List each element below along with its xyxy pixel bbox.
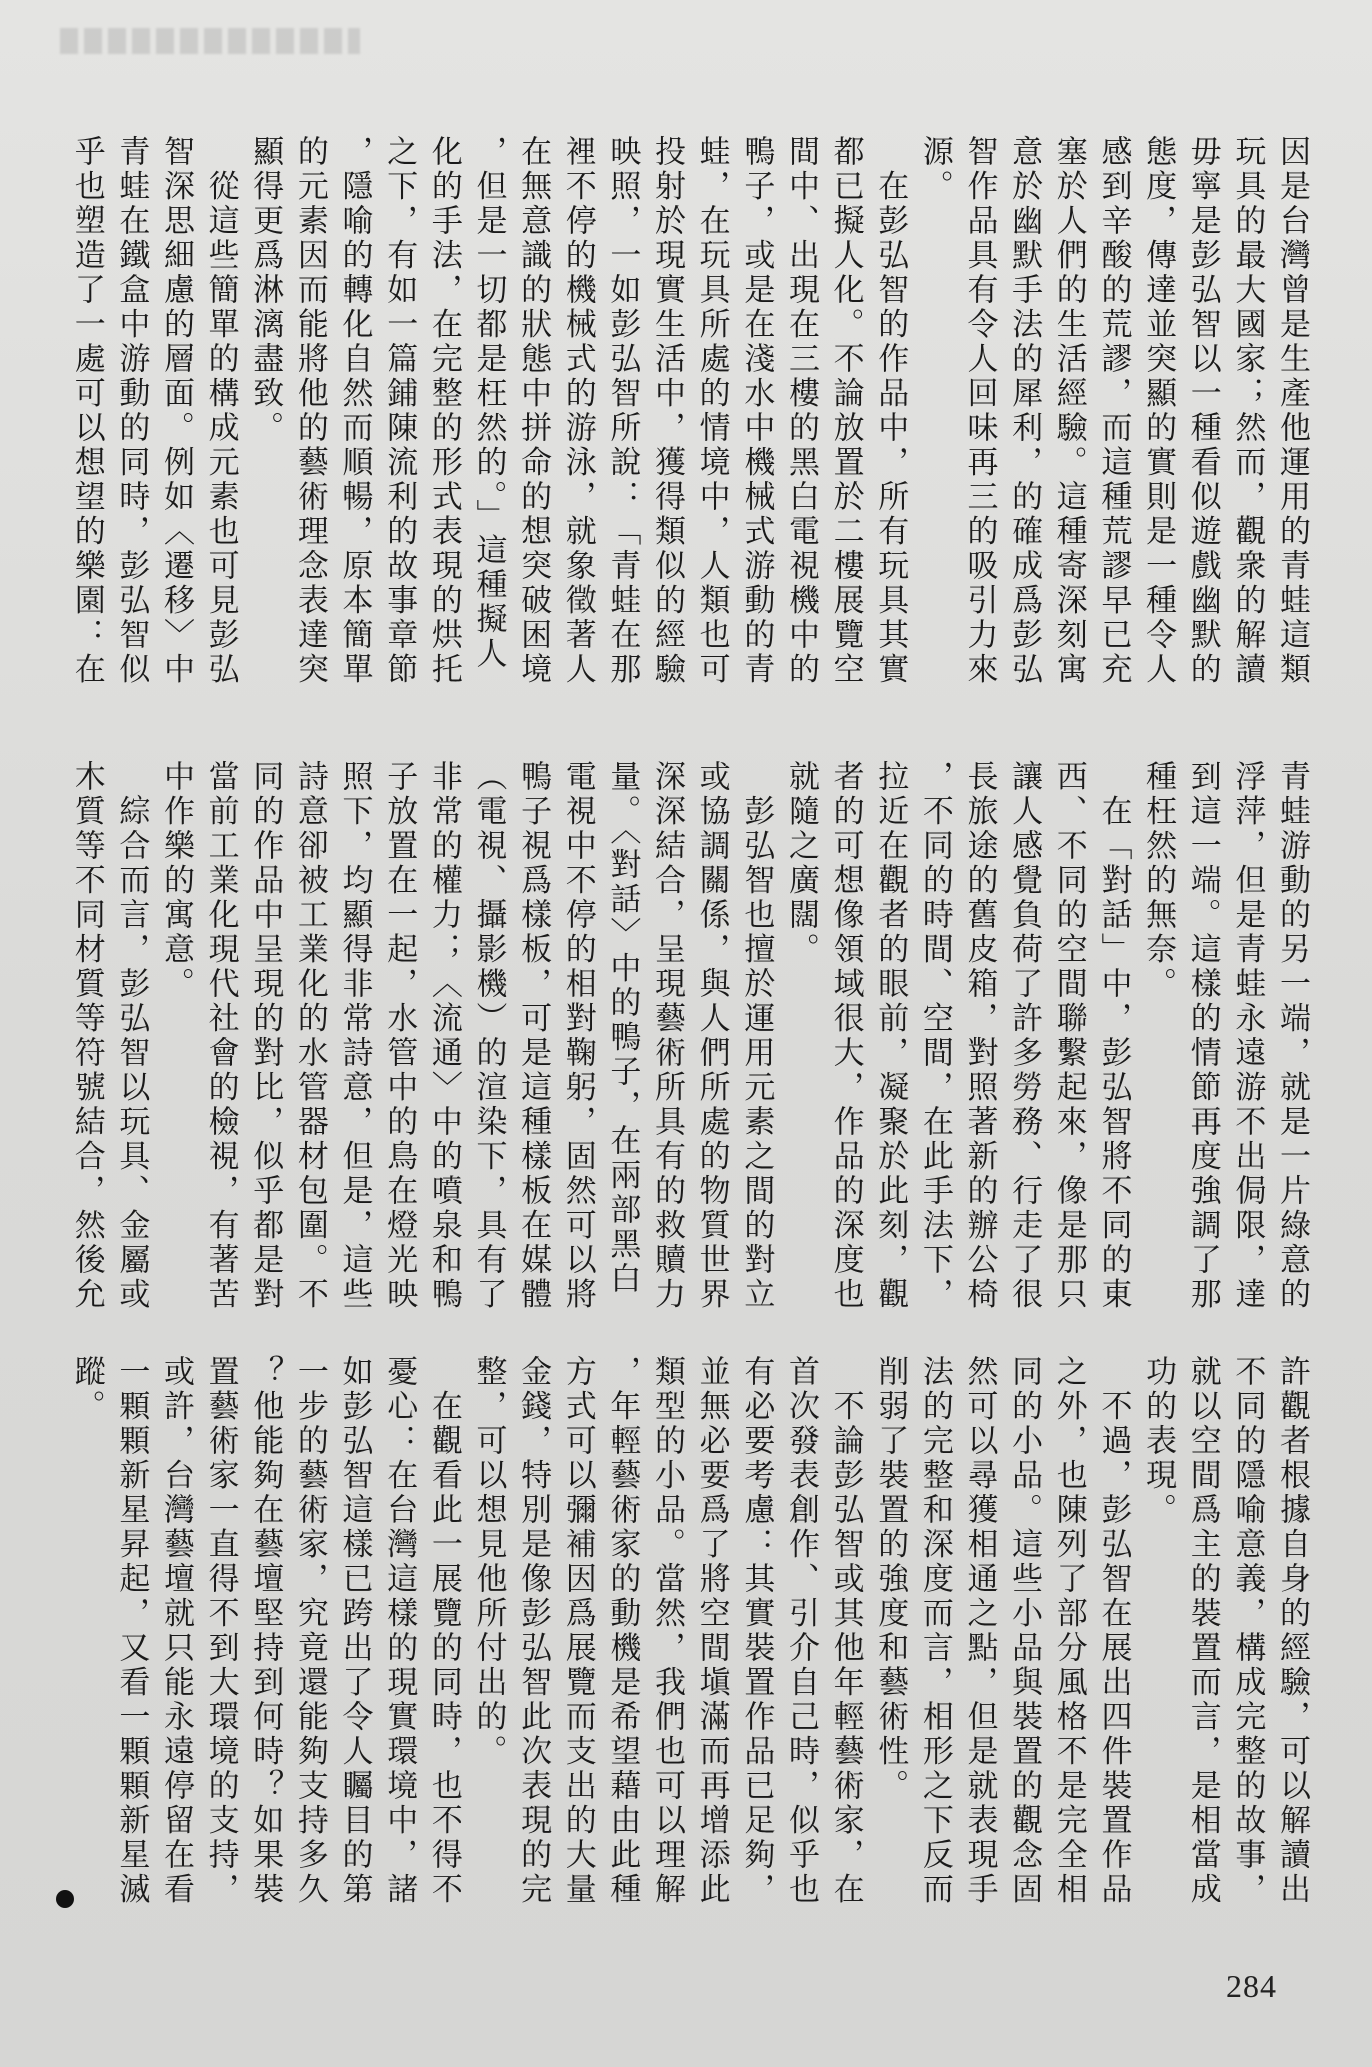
- text-column: 浮萍，但是青蛙永遠游不出侷限，達: [1229, 760, 1266, 1312]
- text-column: 非常的權力；〈流通〉中的噴泉和鴨: [425, 760, 462, 1312]
- text-column: 的元素因而能將他的藝術理念表達突: [291, 135, 328, 687]
- text-column: ，隱喻的轉化自然而順暢，原本簡單: [336, 135, 373, 687]
- text-tier-top: [62, 135, 1312, 735]
- text-column: 都已擬人化。不論放置於二樓展覽空: [827, 135, 864, 687]
- text-column: 深深結合，呈現藝術所具有的救贖力: [649, 760, 686, 1312]
- text-column: 金錢，特別是像彭弘智此次表現的完: [515, 1355, 552, 1907]
- text-column: 投射於現實生活中，獲得類似的經驗: [649, 135, 686, 687]
- faded-running-header: [60, 28, 360, 54]
- text-column: 智作品具有令人回味再三的吸引力來: [961, 135, 998, 687]
- text-column: 不論彭弘智或其他年輕藝術家，在: [827, 1355, 864, 1907]
- text-column: 塞於人們的生活經驗。這種寄深刻寓: [1050, 135, 1087, 687]
- text-column: 到這一端。這樣的情節再度強調了那: [1184, 760, 1221, 1312]
- text-column: 顯得更爲淋漓盡致。: [247, 135, 284, 446]
- text-column: 當前工業化現代社會的檢視，有著苦: [202, 760, 239, 1312]
- text-column: 種枉然的無奈。: [1140, 760, 1177, 1002]
- text-column: 感到辛酸的荒謬，而這種荒謬早已充: [1095, 135, 1132, 687]
- text-column: 如彭弘智這樣已跨出了令人矚目的第: [336, 1355, 373, 1907]
- text-column: 有必要考慮：其實裝置作品已足夠，: [738, 1355, 775, 1907]
- text-column: 西、不同的空間聯繫起來，像是那只: [1050, 760, 1087, 1312]
- text-column: 毋寧是彭弘智以一種看似遊戲幽默的: [1184, 135, 1221, 687]
- text-column: 蹤。: [68, 1355, 105, 1424]
- text-column: ？他能夠在藝壇堅持到何時？如果裝: [247, 1355, 284, 1907]
- text-column: 詩意卻被工業化的水管器材包圍。不: [291, 760, 328, 1312]
- text-column: ，但是一切都是枉然的。」這種擬人: [470, 135, 507, 672]
- text-column: 映照，一如彭弘智所說：「青蛙在那: [604, 135, 641, 687]
- text-column: 電視中不停的相對鞠躬，固然可以將: [559, 760, 596, 1312]
- text-tier-bottom: [62, 1355, 1312, 1935]
- text-column: 讓人感覺負荷了許多勞務、行走了很: [1006, 760, 1043, 1312]
- text-column: 功的表現。: [1140, 1355, 1177, 1528]
- text-column: 智深思細慮的層面。例如〈遷移〉中: [157, 135, 194, 687]
- text-column: 在無意識的狀態中拼命的想突破困境: [515, 135, 552, 687]
- text-column: 不過，彭弘智在展出四件裝置作品: [1095, 1355, 1132, 1907]
- text-column: ，年輕藝術家的動機是希望藉由此種: [604, 1355, 641, 1907]
- text-column: 鴨子，或是在淺水中機械式游動的青: [738, 135, 775, 687]
- text-column: 不同的隱喻意義，構成完整的故事，: [1229, 1355, 1266, 1907]
- text-column: 玩具的最大國家；然而，觀衆的解讀: [1229, 135, 1266, 687]
- text-column: 整，可以想見他所付出的。: [470, 1355, 507, 1769]
- text-column: 在彭弘智的作品中，所有玩具其實: [872, 135, 909, 687]
- text-column: 或許，台灣藝壇就只能永遠停留在看: [157, 1355, 194, 1907]
- text-column: 意於幽默手法的犀利，的確成爲彭弘: [1006, 135, 1043, 687]
- text-column: 同的小品。這些小品與裝置的觀念固: [1006, 1355, 1043, 1907]
- text-column: 中作樂的寓意。: [157, 760, 194, 1002]
- text-column: 子放置在一起，水管中的鳥在燈光映: [381, 760, 418, 1312]
- page-number: 284: [1226, 1968, 1277, 2004]
- text-column: 許觀者根據自身的經驗，可以解讀出: [1274, 1355, 1310, 1907]
- text-tier-middle: [62, 760, 1312, 1330]
- text-column: 首次發表創作、引介自己時，似乎也: [782, 1355, 819, 1907]
- text-column: ，不同的時間、空間，在此手法下，: [916, 760, 953, 1312]
- text-column: 蛙，在玩具所處的情境中，人類也可: [693, 135, 730, 687]
- text-column: 法的完整和深度而言，相形之下反而: [916, 1355, 953, 1907]
- text-column: 一顆顆新星昇起，又看一顆顆新星滅: [113, 1355, 150, 1907]
- text-column: 鴨子視爲樣板，可是這種樣板在媒體: [515, 760, 552, 1312]
- text-column: 青蛙在鐵盒中游動的同時，彭弘智似: [113, 135, 150, 687]
- text-column: 綜合而言，彭弘智以玩具、金屬或: [113, 760, 150, 1312]
- text-column: 乎也塑造了一處可以想望的樂園：在: [68, 135, 105, 687]
- text-column: 削弱了裝置的強度和藝術性。: [872, 1355, 909, 1804]
- text-column: 就以空間爲主的裝置而言，是相當成: [1184, 1355, 1221, 1907]
- text-column: 一步的藝術家，究竟還能夠支持多久: [291, 1355, 328, 1907]
- text-column: （電視、攝影機）的渲染下，具有了: [470, 760, 507, 1312]
- text-column: 之外，也陳列了部分風格不是完全相: [1050, 1355, 1087, 1907]
- text-column: 化的手法，在完整的形式表現的烘托: [425, 135, 462, 687]
- text-column: 在「對話」中，彭弘智將不同的東: [1095, 760, 1132, 1312]
- text-column: 量。〈對話〉中的鴨子，在兩部黑白: [604, 760, 641, 1297]
- text-column: 因是台灣曾是生產他運用的青蛙這類: [1274, 135, 1310, 687]
- text-column: 青蛙游動的另一端，就是一片綠意的: [1274, 760, 1310, 1312]
- text-column: 源。: [916, 135, 953, 204]
- end-mark-icon: [56, 1890, 74, 1908]
- text-column: 裡不停的機械式的游泳，就象徵著人: [559, 135, 596, 687]
- text-column: 類型的小品。當然，我們也可以理解: [649, 1355, 686, 1907]
- text-column: 長旅途的舊皮箱，對照著新的辦公椅: [961, 760, 998, 1312]
- text-column: 照下，均顯得非常詩意，但是，這些: [336, 760, 373, 1312]
- text-column: 置藝術家一直得不到大環境的支持，: [202, 1355, 239, 1907]
- text-column: 然可以尋獲相通之點，但是就表現手: [961, 1355, 998, 1907]
- text-column: 在觀看此一展覽的同時，也不得不: [425, 1355, 462, 1907]
- text-column: 木質等不同材質等符號結合，然後允: [68, 760, 105, 1312]
- text-column: 間中、出現在三樓的黑白電視機中的: [782, 135, 819, 687]
- text-column: 同的作品中呈現的對比，似乎都是對: [247, 760, 284, 1312]
- text-column: 拉近在觀者的眼前，凝聚於此刻，觀: [872, 760, 909, 1312]
- text-column: 方式可以彌補因爲展覽而支出的大量: [559, 1355, 596, 1907]
- text-column: 彭弘智也擅於運用元素之間的對立: [738, 760, 775, 1312]
- text-column: 就隨之廣闊。: [782, 760, 819, 967]
- text-column: 或協調關係，與人們所處的物質世界: [693, 760, 730, 1312]
- text-column: 並無必要爲了將空間塡滿而再增添此: [693, 1355, 730, 1907]
- text-column: 從這些簡單的構成元素也可見彭弘: [202, 135, 239, 687]
- text-column: 憂心：在台灣這樣的現實環境中，諸: [381, 1355, 418, 1907]
- text-column: 者的可想像領域很大，作品的深度也: [827, 760, 864, 1312]
- text-column: 之下，有如一篇鋪陳流利的故事章節: [381, 135, 418, 687]
- text-column: 態度，傳達並突顯的實則是一種令人: [1140, 135, 1177, 687]
